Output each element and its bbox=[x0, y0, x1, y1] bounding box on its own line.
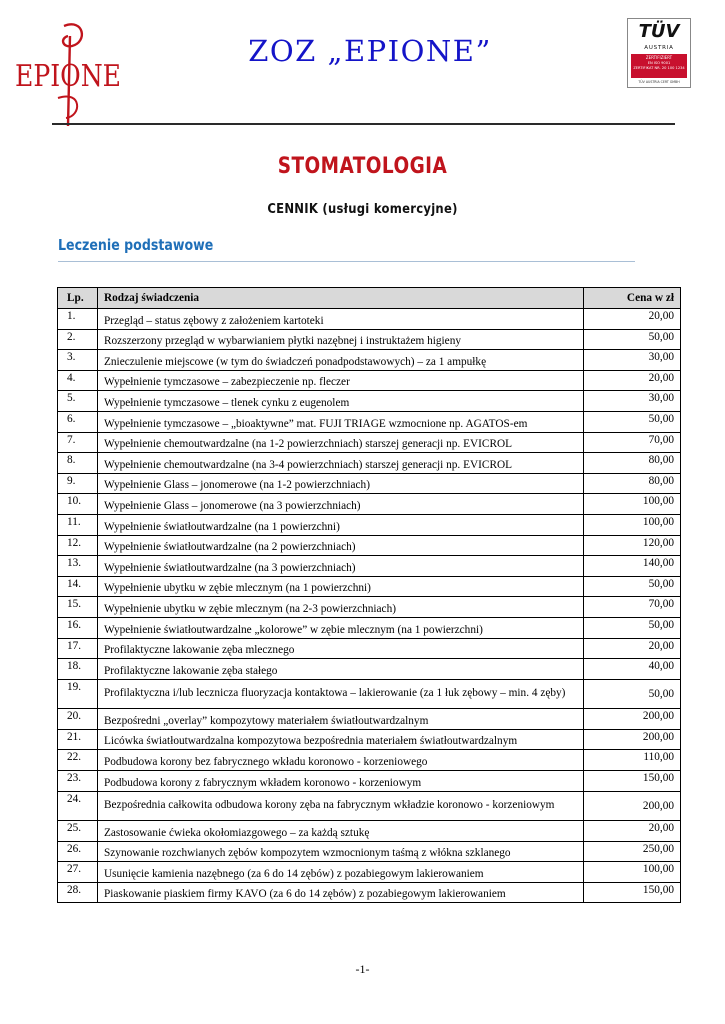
row-number: 3. bbox=[58, 350, 98, 371]
service-name: Wypełnienie światłoutwardzalne „kolorowe” w zębie mlecznym (na 1 powierzchni) bbox=[98, 617, 584, 638]
section-heading: STOMATOLOGIA bbox=[277, 154, 448, 179]
tuv-cert-standard: EN ISO 9001 bbox=[647, 61, 671, 65]
category-heading: Leczenie podstawowe bbox=[58, 236, 214, 254]
service-name: Wypełnienie chemoutwardzalne (na 1-2 powierzchniach) starszej generacji np. EVICROL bbox=[98, 432, 584, 453]
header-divider bbox=[52, 123, 675, 125]
table-row bbox=[58, 750, 681, 771]
row-number: 23. bbox=[58, 770, 98, 791]
row-number: 11. bbox=[58, 514, 98, 535]
service-price: 80,00 bbox=[584, 473, 681, 494]
service-name: Wypełnienie tymczasowe – „bioaktywne” mat. FUJI TRIAGE wzmocnione np. AGATOS-em bbox=[98, 411, 584, 432]
service-name: Przegląd – status zębowy z założeniem kartoteki bbox=[98, 309, 584, 330]
row-number: 19. bbox=[58, 679, 98, 709]
table-row bbox=[58, 391, 681, 412]
table-row bbox=[58, 791, 681, 821]
tuv-country: AUSTRIA bbox=[644, 45, 674, 51]
service-price: 20,00 bbox=[584, 370, 681, 391]
service-price: 110,00 bbox=[584, 750, 681, 771]
row-number: 10. bbox=[58, 494, 98, 515]
service-name: Wypełnienie tymczasowe – tlenek cynku z eugenolem bbox=[98, 391, 584, 412]
service-price: 200,00 bbox=[584, 729, 681, 750]
table-row bbox=[58, 617, 681, 638]
service-price: 100,00 bbox=[584, 494, 681, 515]
page-title: ZOZ „EPIONE” bbox=[248, 34, 492, 68]
column-header-service: Rodzaj świadczenia bbox=[98, 288, 584, 309]
epione-logo bbox=[12, 20, 124, 130]
service-price: 50,00 bbox=[584, 617, 681, 638]
service-price: 70,00 bbox=[584, 597, 681, 618]
row-number: 15. bbox=[58, 597, 98, 618]
service-price: 20,00 bbox=[584, 821, 681, 842]
row-number: 20. bbox=[58, 709, 98, 730]
service-price: 70,00 bbox=[584, 432, 681, 453]
service-name: Wypełnienie tymczasowe – zabezpieczenie np. fleczer bbox=[98, 370, 584, 391]
row-number: 24. bbox=[58, 791, 98, 821]
page-number: -1- bbox=[355, 962, 370, 976]
service-name: Wypełnienie światłoutwardzalne (na 2 powierzchniach) bbox=[98, 535, 584, 556]
tuv-cert-line2 bbox=[631, 61, 687, 71]
service-price: 200,00 bbox=[584, 709, 681, 730]
tuv-footer: TÜV AUSTRIA CERT GMBH bbox=[638, 80, 680, 84]
service-price: 80,00 bbox=[584, 453, 681, 474]
table-row bbox=[58, 309, 681, 330]
service-price: 140,00 bbox=[584, 556, 681, 577]
service-name: Podbudowa korony z fabrycznym wkładem koronowo - korzeniowym bbox=[98, 770, 584, 791]
service-price: 50,00 bbox=[584, 329, 681, 350]
row-number: 18. bbox=[58, 659, 98, 680]
row-number: 8. bbox=[58, 453, 98, 474]
row-number: 21. bbox=[58, 729, 98, 750]
table-row bbox=[58, 709, 681, 730]
service-name: Podbudowa korony bez fabrycznego wkładu koronowo - korzeniowego bbox=[98, 750, 584, 771]
table-row bbox=[58, 432, 681, 453]
table-row bbox=[58, 597, 681, 618]
row-number: 9. bbox=[58, 473, 98, 494]
table-row bbox=[58, 821, 681, 842]
service-name: Profilaktyczne lakowanie zęba mlecznego bbox=[98, 638, 584, 659]
table-row bbox=[58, 862, 681, 883]
tuv-brand: TÜV bbox=[638, 21, 680, 42]
service-price: 100,00 bbox=[584, 514, 681, 535]
service-name: Rozszerzony przegląd w wybarwianiem płytki nazębnej i instruktażem higieny bbox=[98, 329, 584, 350]
tuv-cert-number: ZERTIFIKAT NR. 20 100 1234 bbox=[633, 66, 685, 70]
service-name: Wypełnienie ubytku w zębie mlecznym (na 2-3 powierzchniach) bbox=[98, 597, 584, 618]
service-name: Wypełnienie światłoutwardzalne (na 3 powierzchniach) bbox=[98, 556, 584, 577]
table-row bbox=[58, 556, 681, 577]
row-number: 28. bbox=[58, 882, 98, 903]
table-row bbox=[58, 514, 681, 535]
table-row bbox=[58, 679, 681, 709]
service-price: 40,00 bbox=[584, 659, 681, 680]
row-number: 4. bbox=[58, 370, 98, 391]
section-subheading: CENNIK (usługi komercyjne) bbox=[267, 201, 458, 217]
row-number: 17. bbox=[58, 638, 98, 659]
table-row bbox=[58, 841, 681, 862]
service-name: Bezpośredni „overlay” kompozytowy materiałem światłoutwardzalnym bbox=[98, 709, 584, 730]
tuv-red-panel bbox=[631, 54, 687, 78]
table-row bbox=[58, 576, 681, 597]
service-price: 50,00 bbox=[584, 679, 681, 709]
row-number: 2. bbox=[58, 329, 98, 350]
table-row bbox=[58, 659, 681, 680]
service-name: Wypełnienie Glass – jonomerowe (na 3 powierzchniach) bbox=[98, 494, 584, 515]
service-price: 200,00 bbox=[584, 791, 681, 821]
table-row bbox=[58, 370, 681, 391]
service-price: 150,00 bbox=[584, 770, 681, 791]
table-header-row bbox=[58, 288, 681, 309]
row-number: 13. bbox=[58, 556, 98, 577]
table-row bbox=[58, 638, 681, 659]
service-name: Wypełnienie ubytku w zębie mlecznym (na 1 powierzchni) bbox=[98, 576, 584, 597]
service-name: Licówka światłoutwardzalna kompozytowa bezpośrednia materiałem światłoutwardzalnym bbox=[98, 729, 584, 750]
service-price: 100,00 bbox=[584, 862, 681, 883]
table-row bbox=[58, 329, 681, 350]
category-divider bbox=[58, 261, 635, 262]
column-header-lp: Lp. bbox=[58, 288, 98, 309]
logo-text: EPIONE bbox=[15, 59, 121, 94]
table-row bbox=[58, 494, 681, 515]
service-name: Profilaktyczne lakowanie zęba stałego bbox=[98, 659, 584, 680]
service-name: Znieczulenie miejscowe (w tym do świadczeń ponadpodstawowych) – za 1 ampułkę bbox=[98, 350, 584, 371]
logo-staff-snake bbox=[63, 24, 82, 46]
service-name: Wypełnienie Glass – jonomerowe (na 1-2 powierzchniach) bbox=[98, 473, 584, 494]
tuv-cert-line1: ZERTIFIZIERT bbox=[645, 55, 673, 60]
row-number: 5. bbox=[58, 391, 98, 412]
row-number: 7. bbox=[58, 432, 98, 453]
service-price: 30,00 bbox=[584, 350, 681, 371]
service-price: 20,00 bbox=[584, 309, 681, 330]
service-price: 120,00 bbox=[584, 535, 681, 556]
column-header-price: Cena w zł bbox=[584, 288, 681, 309]
row-number: 27. bbox=[58, 862, 98, 883]
table-row bbox=[58, 729, 681, 750]
row-number: 14. bbox=[58, 576, 98, 597]
service-name: Profilaktyczna i/lub lecznicza fluoryzacja kontaktowa – lakierowanie (za 1 łuk zębowy – min. 4 zęby) bbox=[98, 679, 584, 709]
row-number: 22. bbox=[58, 750, 98, 771]
row-number: 16. bbox=[58, 617, 98, 638]
row-number: 6. bbox=[58, 411, 98, 432]
service-price: 20,00 bbox=[584, 638, 681, 659]
table-row bbox=[58, 535, 681, 556]
table-row bbox=[58, 453, 681, 474]
service-price: 30,00 bbox=[584, 391, 681, 412]
tuv-certification-badge bbox=[627, 18, 691, 88]
table-row bbox=[58, 770, 681, 791]
service-name: Bezpośrednia całkowita odbudowa korony zęba na fabrycznym wkładzie koronowo - korzeniowym bbox=[98, 791, 584, 821]
row-number: 26. bbox=[58, 841, 98, 862]
service-name: Wypełnienie światłoutwardzalne (na 1 powierzchni) bbox=[98, 514, 584, 535]
price-table bbox=[57, 287, 681, 903]
row-number: 1. bbox=[58, 309, 98, 330]
service-name: Wypełnienie chemoutwardzalne (na 3-4 powierzchniach) starszej generacji np. EVICROL bbox=[98, 453, 584, 474]
table-row bbox=[58, 350, 681, 371]
service-name: Usunięcie kamienia nazębnego (za 6 do 14 zębów) z pozabiegowym lakierowaniem bbox=[98, 862, 584, 883]
table-body bbox=[58, 309, 681, 903]
service-price: 150,00 bbox=[584, 882, 681, 903]
service-name: Piaskowanie piaskiem firmy KAVO (za 6 do 14 zębów) z pozabiegowym lakierowaniem bbox=[98, 882, 584, 903]
table-row bbox=[58, 882, 681, 903]
row-number: 12. bbox=[58, 535, 98, 556]
table-row bbox=[58, 473, 681, 494]
service-name: Zastosowanie ćwieka okołomiazgowego – za każdą sztukę bbox=[98, 821, 584, 842]
row-number: 25. bbox=[58, 821, 98, 842]
service-price: 250,00 bbox=[584, 841, 681, 862]
table-row bbox=[58, 411, 681, 432]
service-price: 50,00 bbox=[584, 411, 681, 432]
service-name: Szynowanie rozchwianych zębów kompozytem wzmocnionym taśmą z włókna szklanego bbox=[98, 841, 584, 862]
service-price: 50,00 bbox=[584, 576, 681, 597]
